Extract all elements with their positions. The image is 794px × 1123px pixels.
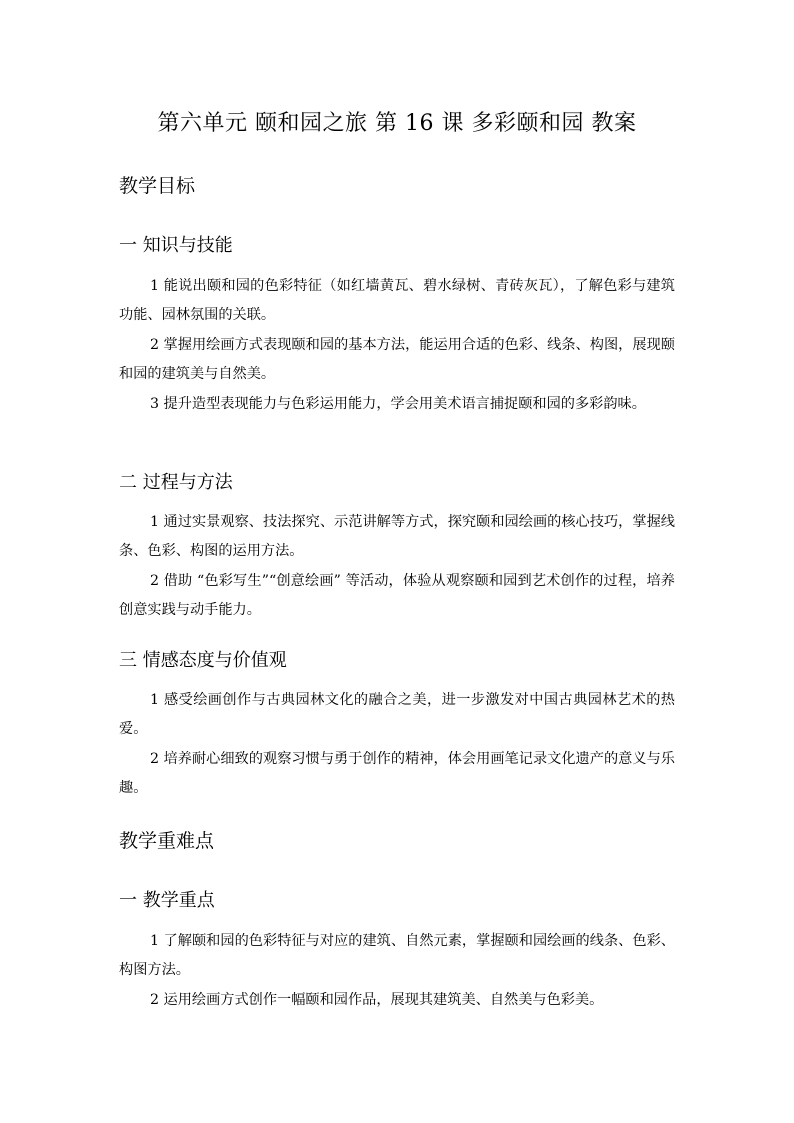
paragraph: 1 能说出颐和园的色彩特征（如红墙黄瓦、碧水绿树、青砖灰瓦），了解色彩与建筑功能、园林氛围的关联。 xyxy=(119,278,675,323)
paragraph: 1 了解颐和园的色彩特征与对应的建筑、自然元素，掌握颐和园绘画的线条、色彩、构图方法。 xyxy=(119,933,675,978)
paragraph: 2 运用绘画方式创作一幅颐和园作品，展现其建筑美、自然美与色彩美。 xyxy=(150,992,604,1008)
subsection-heading-process-methods: 二 过程与方法 xyxy=(119,472,233,493)
paragraph: 3 提升造型表现能力与色彩运用能力，学会用美术语言捕捉颐和园的多彩韵味。 xyxy=(150,396,646,412)
section-heading-teaching-goals: 教学目标 xyxy=(119,175,196,197)
paragraph: 2 掌握用绘画方式表现颐和园的基本方法，能运用合适的色彩、线条、构图，展现颐和园的建筑美与自然美。 xyxy=(119,337,675,382)
subsection-heading-teaching-focus: 一 教学重点 xyxy=(119,890,215,911)
section-heading-key-difficult-points: 教学重难点 xyxy=(119,830,215,852)
paragraph: 1 通过实景观察、技法探究、示范讲解等方式，探究颐和园绘画的核心技巧，掌握线条、色彩、构图的运用方法。 xyxy=(119,514,675,559)
paragraph: 1 感受绘画创作与古典园林文化的融合之美，进一步激发对中国古典园林艺术的热爱。 xyxy=(119,692,675,737)
document-title: 第六单元 颐和园之旅 第 16 课 多彩颐和园 教案 xyxy=(157,111,637,136)
subsection-heading-attitudes-values: 三 情感态度与价值观 xyxy=(119,650,287,671)
subsection-heading-knowledge-skills: 一 知识与技能 xyxy=(119,235,233,256)
paragraph: 2 借助 “色彩写生”“创意绘画” 等活动，体验从观察颐和园到艺术创作的过程，培养创意实践与动手能力。 xyxy=(119,573,675,618)
paragraph: 2 培养耐心细致的观察习惯与勇于创作的精神，体会用画笔记录文化遗产的意义与乐趣。 xyxy=(119,751,675,796)
